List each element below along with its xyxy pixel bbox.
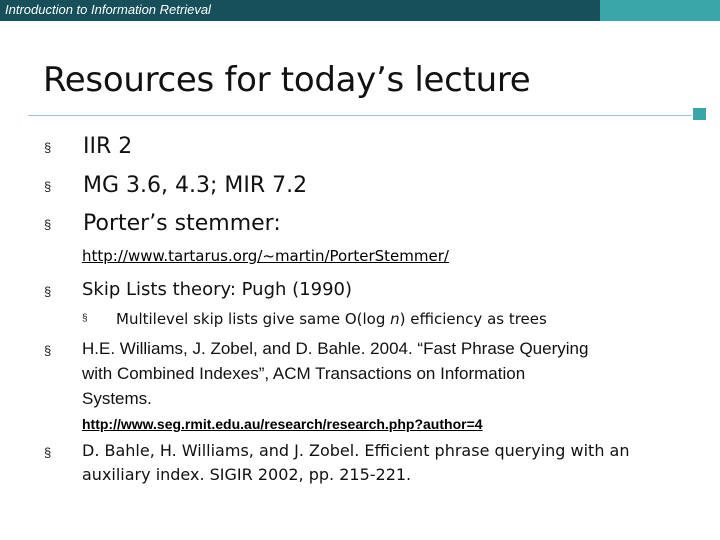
- accent-square: [693, 108, 706, 120]
- bahle-line-2: auxiliary index. SIGIR 2002, pp. 215-221.: [82, 465, 412, 484]
- bullet-icon: §: [44, 343, 52, 358]
- bullet-icon: §: [44, 445, 52, 460]
- bullet-icon: §: [44, 140, 52, 155]
- skip-lists-sub: Multilevel skip lists give same O(log n) efficiency as trees: [116, 310, 547, 328]
- bullet-skip-lists: Skip Lists theory: Pugh (1990): [82, 279, 352, 300]
- title-divider: [28, 115, 692, 116]
- header-bar: [0, 0, 600, 21]
- bullet-icon: §: [44, 284, 52, 299]
- bullet-icon: §: [44, 179, 52, 194]
- williams-line-2: with Combined Indexes”, ACM Transactions on Information: [82, 364, 526, 383]
- bullet-williams: [82, 336, 588, 411]
- course-title: Introduction to Information Retrieval: [5, 2, 211, 17]
- bullet-mg: MG 3.6, 4.3; MIR 7.2: [83, 173, 308, 198]
- bullet-icon: §: [44, 217, 52, 232]
- bullet-iir: IIR 2: [83, 134, 133, 159]
- porter-link[interactable]: http://www.tartarus.org/~martin/PorterStemmer/: [82, 247, 449, 265]
- williams-line-3: Systems.: [82, 389, 152, 408]
- bullet-bahle: [82, 439, 630, 487]
- williams-line-1: H.E. Williams, J. Zobel, and D. Bahle. 2004. “Fast Phrase Querying: [82, 339, 589, 358]
- bahle-line-1: D. Bahle, H. Williams, and J. Zobel. Efficient phrase querying with an: [82, 441, 630, 460]
- slide-title: Resources for today’s lecture: [43, 60, 531, 100]
- bullet-porter: Porter’s stemmer:: [83, 211, 281, 236]
- williams-link[interactable]: http://www.seg.rmit.edu.au/research/research.php?author=4: [82, 416, 483, 432]
- sub-bullet-icon: §: [82, 313, 88, 324]
- header-accent: [600, 0, 720, 21]
